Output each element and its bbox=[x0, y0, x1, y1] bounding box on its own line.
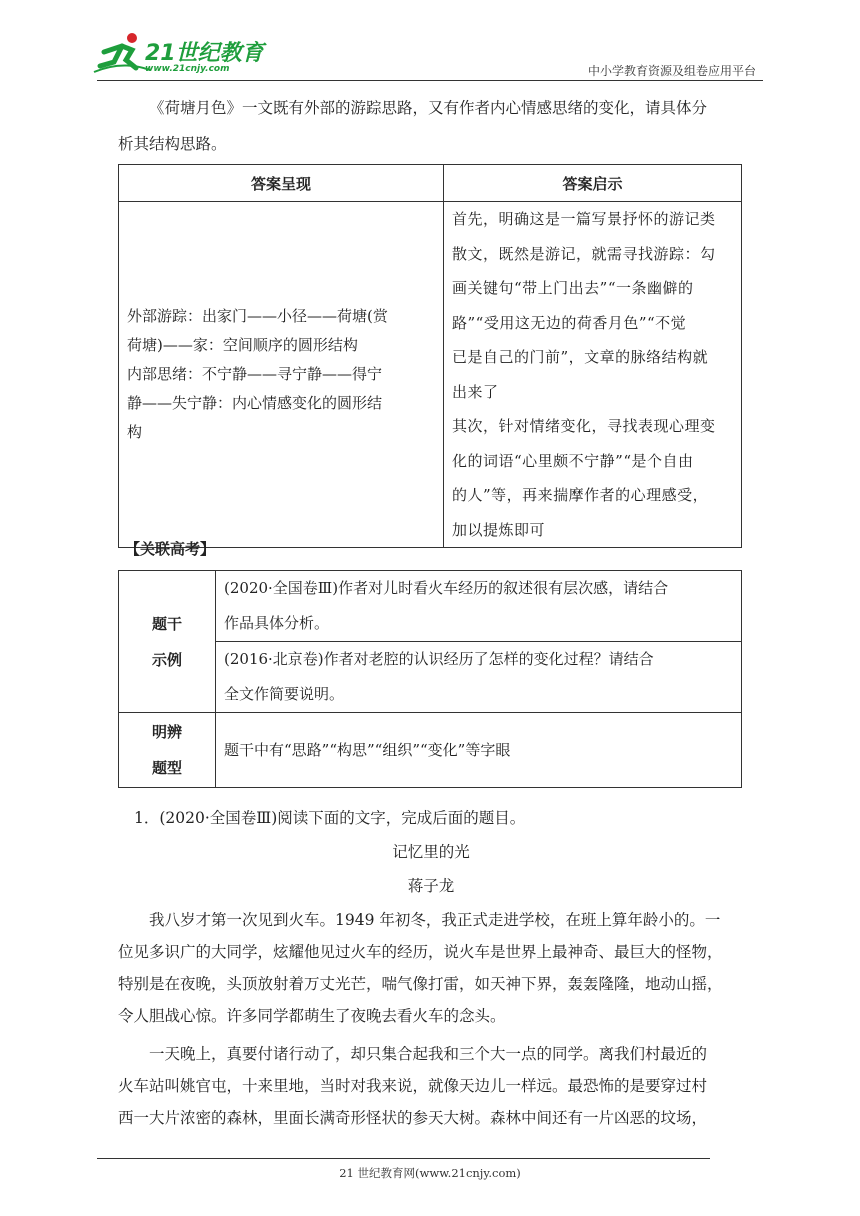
story-line: 一天晚上，真要付诸行动了，却只集合起我和三个大一点的同学。离我们村最近的 bbox=[149, 1045, 708, 1063]
hint-line: 画关键句“带上门出去”“一条幽僻的 bbox=[452, 279, 694, 297]
answer-line: 静——失宁静：内心情感变化的圆形结 bbox=[127, 394, 383, 412]
answer-line: 外部游踪：出家门——小径——荷塘(赏 bbox=[127, 307, 388, 325]
answer-present-cell bbox=[119, 202, 444, 548]
label-line: 示例 bbox=[151, 650, 182, 669]
hint-line: 出来了 bbox=[452, 382, 499, 401]
example-cell-1 bbox=[216, 571, 742, 642]
intro-line-1: 《荷塘月色》一文既有外部的游踪思路，又有作者内心情感思绪的变化，请具体分 bbox=[149, 99, 708, 117]
intro-paragraph bbox=[118, 92, 744, 124]
story-line: 我八岁才第一次见到火车。1949 年初冬，我正式走进学校，在班上算年龄小的。一 bbox=[149, 911, 721, 929]
logo-url: www.21cnjy.com bbox=[145, 64, 230, 74]
label-line: 明辨 bbox=[151, 723, 182, 741]
label-examples bbox=[119, 571, 216, 713]
example-line: 作品具体分析。 bbox=[224, 614, 330, 632]
question-prompt: 1．(2020·全国卷Ⅲ)阅读下面的文字，完成后面的题目。 bbox=[134, 809, 526, 827]
story-line: 西一大片浓密的森林，里面长满奇形怪状的参天大树。森林中间还有一片凶恶的坟场， bbox=[118, 1109, 708, 1127]
runner-logo-icon bbox=[92, 30, 152, 80]
story-paragraph-2 bbox=[118, 1038, 744, 1134]
label-question-type bbox=[119, 713, 216, 788]
intro-line-2: 析其结构思路。 bbox=[118, 135, 227, 153]
footer-text: 21 世纪教育网(www.21cnjy.com) bbox=[339, 1166, 521, 1180]
example-cell-2 bbox=[216, 642, 742, 713]
answer-line: 构 bbox=[127, 423, 143, 441]
answer-line: 荷塘)——家：空间顺序的圆形结构 bbox=[127, 336, 358, 354]
story-line: 火车站叫姚官屯，十来里地，当时对我来说，就像天边儿一样远。最恐怖的是要穿过村 bbox=[118, 1077, 708, 1095]
answer-table bbox=[118, 164, 742, 548]
hint-line: 的人”等，再来揣摩作者的心理感受， bbox=[452, 486, 709, 504]
hint-line: 加以提炼即可 bbox=[452, 520, 546, 539]
header-answer-hint: 答案启示 bbox=[444, 165, 742, 202]
label-line: 题型 bbox=[151, 759, 182, 777]
header-platform-name: 中小学教育资源及组卷应用平台 bbox=[587, 64, 756, 78]
hint-line: 化的词语“心里颇不宁静”“是个自由 bbox=[452, 451, 694, 470]
intro-paragraph-cont bbox=[118, 128, 744, 160]
example-line: 全文作简要说明。 bbox=[224, 685, 345, 703]
exam-link-table bbox=[118, 570, 742, 788]
hint-line: 路”“受用这无边的荷香月色”“不觉 bbox=[452, 313, 687, 332]
hint-line: 已是自己的门前”，文章的脉络结构就 bbox=[452, 348, 709, 366]
example-line: (2020·全国卷Ⅲ)作者对儿时看火车经历的叙述很有层次感，请结合 bbox=[224, 579, 669, 597]
section-label: 【关联高考】 bbox=[125, 540, 216, 558]
footer-divider bbox=[97, 1158, 710, 1159]
hint-line: 散文，既然是游记，就需寻找游踪：勾 bbox=[452, 244, 716, 263]
example-line: (2016·北京卷)作者对老腔的认识经历了怎样的变化过程？请结合 bbox=[224, 650, 654, 668]
story-title: 记忆里的光 bbox=[392, 843, 470, 861]
hint-line: 其次，针对情绪变化，寻找表现心理变 bbox=[452, 417, 716, 435]
story-line: 令人胆战心惊。许多同学都萌生了夜晚去看火车的念头。 bbox=[118, 1007, 506, 1025]
story-paragraph-1 bbox=[118, 904, 744, 1032]
story-line: 特别是在夜晚，头顶放射着万丈光芒，喘气像打雷，如天神下界，轰轰隆隆，地动山摇， bbox=[118, 975, 723, 993]
logo-text: 21世纪教育 bbox=[145, 41, 264, 66]
story-author: 蒋子龙 bbox=[407, 877, 455, 895]
question-type-cell: 题干中有“思路”“构思”“组织”“变化”等字眼 bbox=[216, 713, 742, 788]
label-line: 题干 bbox=[151, 614, 182, 633]
hint-line: 首先，明确这是一篇写景抒怀的游记类 bbox=[452, 210, 716, 228]
header-divider bbox=[97, 80, 763, 81]
header-answer-present: 答案呈现 bbox=[119, 165, 444, 202]
story-line: 位见多识广的大同学，炫耀他见过火车的经历，说火车是世界上最神奇、最巨大的怪物， bbox=[118, 943, 723, 961]
answer-line: 内部思绪：不宁静——寻宁静——得宁 bbox=[127, 365, 383, 383]
answer-hint-cell bbox=[444, 202, 742, 548]
